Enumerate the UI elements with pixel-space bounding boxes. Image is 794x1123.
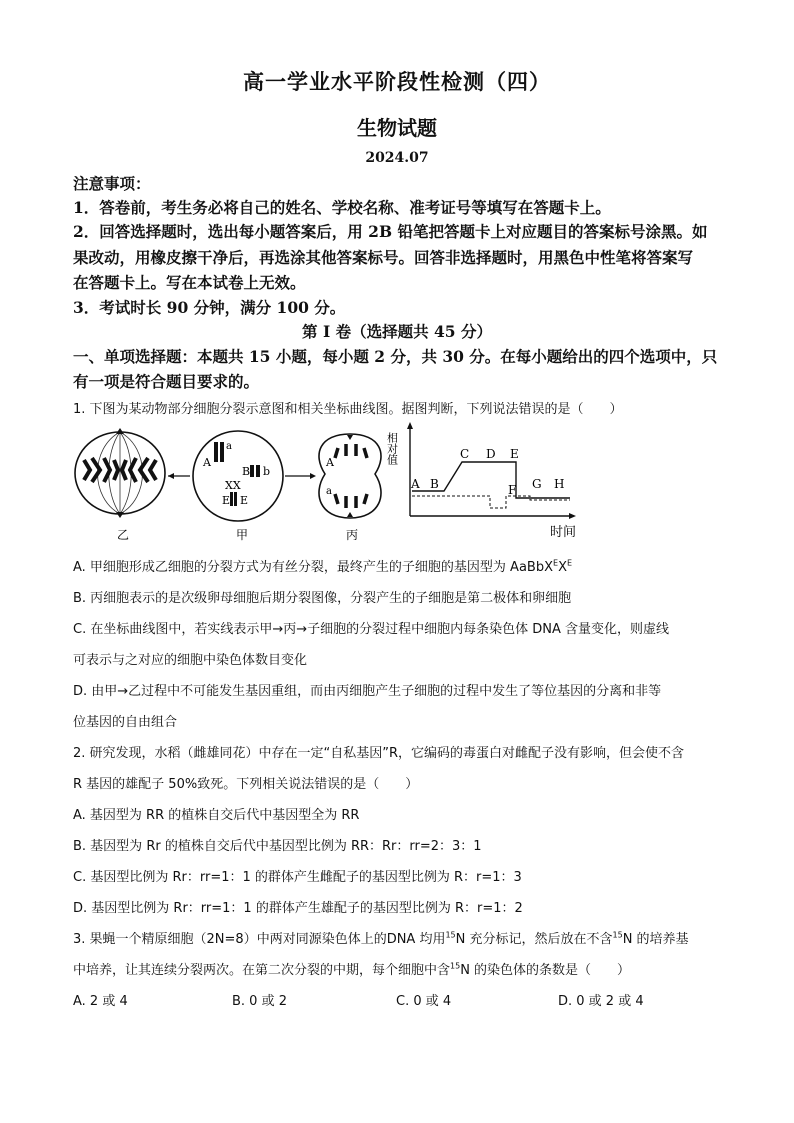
gene-label: E	[222, 494, 231, 507]
notice-item: 2．回答选择题时，选出每小题答案后，用 2B 铅笔把答题卡上对应题目的答案标号涂黑。如	[73, 222, 708, 241]
section-instruction: 有一项是符合题目要求的。	[73, 372, 260, 391]
question-1-option-c: C. 在坐标曲线图中，若实线表示甲→丙→子细胞的分裂过程中细胞内每条染色体 DNA 含量变化，则虚线	[73, 622, 670, 637]
cell-label: 乙	[117, 528, 130, 542]
question-2-stem-cont: R 基因的雄配子 50%致死。下列相关说法错误的是（ ）	[73, 777, 419, 792]
cell-label: 甲	[236, 528, 249, 542]
stem-text: N 的染色体的条数是（ ）	[460, 963, 631, 978]
cell-yi-diagram	[75, 428, 165, 518]
cell-division-figure	[70, 418, 590, 546]
gene-label: a	[326, 486, 332, 497]
superscript: 15	[612, 930, 623, 940]
question-1-option-d-cont: 位基因的自由组合	[73, 715, 178, 730]
question-1-option-b: B. 丙细胞表示的是次级卵母细胞后期分裂图像，分裂产生的子细胞是第二极体和卵细胞	[73, 591, 572, 606]
gene-label: B	[242, 465, 251, 478]
point-label: G	[532, 477, 542, 491]
notice-item: 3．考试时长 90 分钟，满分 100 分。	[73, 298, 346, 317]
point-label: B	[430, 477, 439, 491]
gene-label: E	[240, 494, 249, 507]
cell-bing-diagram	[319, 434, 381, 518]
gene-label: A	[326, 456, 334, 469]
notice-item: 1．答卷前，考生务必将自己的姓名、学校名称、准考证号等填写在答题卡上。	[73, 198, 611, 217]
gene-label: a	[226, 441, 232, 452]
exam-date: 2024.07	[365, 150, 429, 166]
subject-title: 生物试题	[357, 116, 437, 140]
question-3-option-a: A. 2 或 4	[73, 994, 128, 1009]
question-3-stem	[73, 928, 689, 947]
question-2-option-d: D. 基因型比例为 Rr：rr=1：1 的群体产生雄配子的基因型比例为 R：r=1：2	[73, 901, 523, 916]
gene-label: b	[263, 465, 271, 478]
question-1-option-d: D. 由甲→乙过程中不可能发生基因重组，而由丙细胞产生子细胞的过程中发生了等位基因的分离和非等	[73, 684, 662, 699]
point-label: H	[554, 477, 565, 491]
cell-label: 丙	[346, 528, 359, 542]
option-text: X	[558, 560, 567, 575]
stem-text: 中培养，让其连续分裂两次。在第二次分裂的中期，每个细胞中含	[73, 963, 451, 978]
stem-text: N 充分标记，然后放在不含	[455, 932, 613, 947]
section-instruction: 一、单项选择题：本题共 15 小题，每小题 2 分，共 30 分。在每小题给出的四个选项中，只	[73, 347, 718, 366]
question-1-option-a	[73, 556, 572, 575]
option-text: A. 甲细胞形成乙细胞的分裂方式为有丝分裂，最终产生的子细胞的基因型为 AaBbX	[73, 560, 553, 575]
question-3-option-c: C. 0 或 4	[396, 994, 452, 1009]
section-title: 第 I 卷（选择题共 45 分）	[302, 322, 492, 341]
point-label: F	[508, 483, 517, 497]
point-label: D	[486, 447, 496, 461]
superscript: E	[566, 558, 573, 568]
question-1-option-c-cont: 可表示与之对应的细胞中染色体数目变化	[73, 653, 308, 668]
stem-text: 3. 果蝇一个精原细胞（2N=8）中两对同源染色体上的DNA 均用	[73, 932, 446, 947]
question-2-option-b: B. 基因型为 Rr 的植株自交后代中基因型比例为 RR：Rr：rr=2：3：1	[73, 839, 482, 854]
coordinate-graph	[407, 422, 576, 519]
question-2-option-c: C. 基因型比例为 Rr：rr=1：1 的群体产生雌配子的基因型比例为 R：r=1：3	[73, 870, 522, 885]
question-3-stem-cont	[73, 959, 630, 978]
gene-label: XX	[225, 479, 241, 492]
page-title: 高一学业水平阶段性检测（四）	[243, 69, 551, 94]
notice-item: 在答题卡上。写在本试卷上无效。	[73, 273, 306, 292]
question-2-stem: 2. 研究发现，水稻（雌雄同花）中存在一定“自私基因”R，它编码的毒蛋白对雌配子没有影响，但会使不含	[73, 746, 685, 761]
stem-text: N 的培养基	[622, 932, 689, 947]
notice-heading: 注意事项：	[73, 174, 151, 193]
point-label: C	[460, 447, 470, 461]
gene-label: A	[203, 456, 211, 469]
superscript: 15	[445, 930, 456, 940]
question-3-option-b: B. 0 或 2	[232, 994, 287, 1009]
point-label: A	[411, 477, 420, 491]
question-1-stem: 1. 下图为某动物部分细胞分裂示意图和相关坐标曲线图。据图判断，下列说法错误的是（ ）	[73, 402, 623, 417]
graph-x-label: 时间	[550, 525, 577, 540]
question-3-option-d: D. 0 或 2 或 4	[558, 994, 644, 1009]
superscript: E	[553, 558, 559, 568]
notice-item: 果改动，用橡皮擦干净后，再选涂其他答案标号。回答非选择题时，用黑色中性笔将答案写	[73, 248, 694, 267]
graph-y-label: 相对值	[385, 432, 399, 465]
point-label: E	[510, 447, 519, 461]
question-2-option-a: A. 基因型为 RR 的植株自交后代中基因型全为 RR	[73, 808, 360, 823]
superscript: 15	[450, 961, 461, 971]
